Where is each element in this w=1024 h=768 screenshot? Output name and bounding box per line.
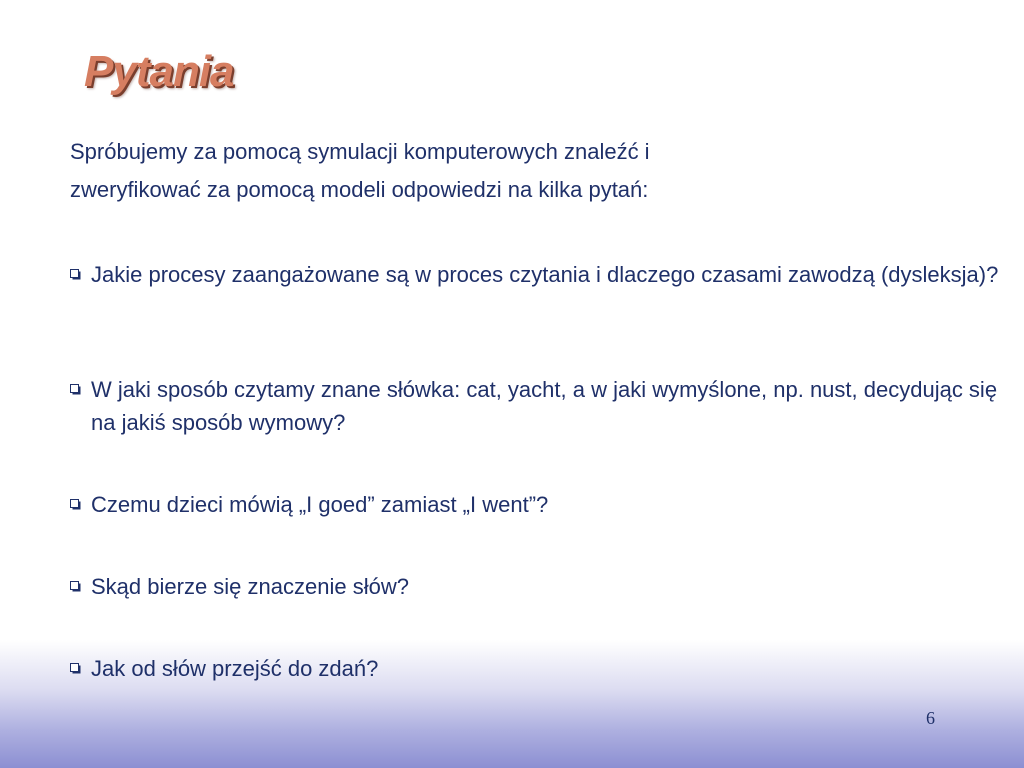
question-item-4 [70, 570, 1000, 603]
page-number: 6 [926, 708, 935, 728]
hollow-square-bullet-icon [70, 499, 81, 510]
question-text-3: Czemu dzieci mówią „I goed” zamiast „I went”? [91, 492, 549, 517]
question-item-5 [70, 652, 1000, 685]
intro-line-1: Spróbujemy za pomocą symulacji komputerowych znaleźć i [70, 139, 650, 164]
slide-title: Pytania [84, 47, 234, 96]
question-text-5: Jak od słów przejść do zdań? [91, 656, 379, 681]
hollow-square-bullet-icon [70, 269, 81, 280]
intro-paragraph [70, 133, 970, 209]
question-text-2: W jaki sposób czytamy znane słówka: cat, yacht, a w jaki wymyślone, np. nust, decydując się na jakiś sposób wymowy? [91, 377, 998, 435]
hollow-square-bullet-icon [70, 663, 81, 674]
intro-line-2: zweryfikować za pomocą modeli odpowiedzi na kilka pytań: [70, 177, 649, 202]
question-item-1 [70, 258, 1000, 291]
question-item-3 [70, 488, 1000, 521]
question-text-1: Jakie procesy zaangażowane są w proces czytania i dlaczego czasami zawodzą (dysleksja)? [91, 262, 999, 287]
hollow-square-bullet-icon [70, 384, 81, 395]
question-text-4: Skąd bierze się znaczenie słów? [91, 574, 409, 599]
hollow-square-bullet-icon [70, 581, 81, 592]
question-item-2 [70, 373, 1000, 439]
